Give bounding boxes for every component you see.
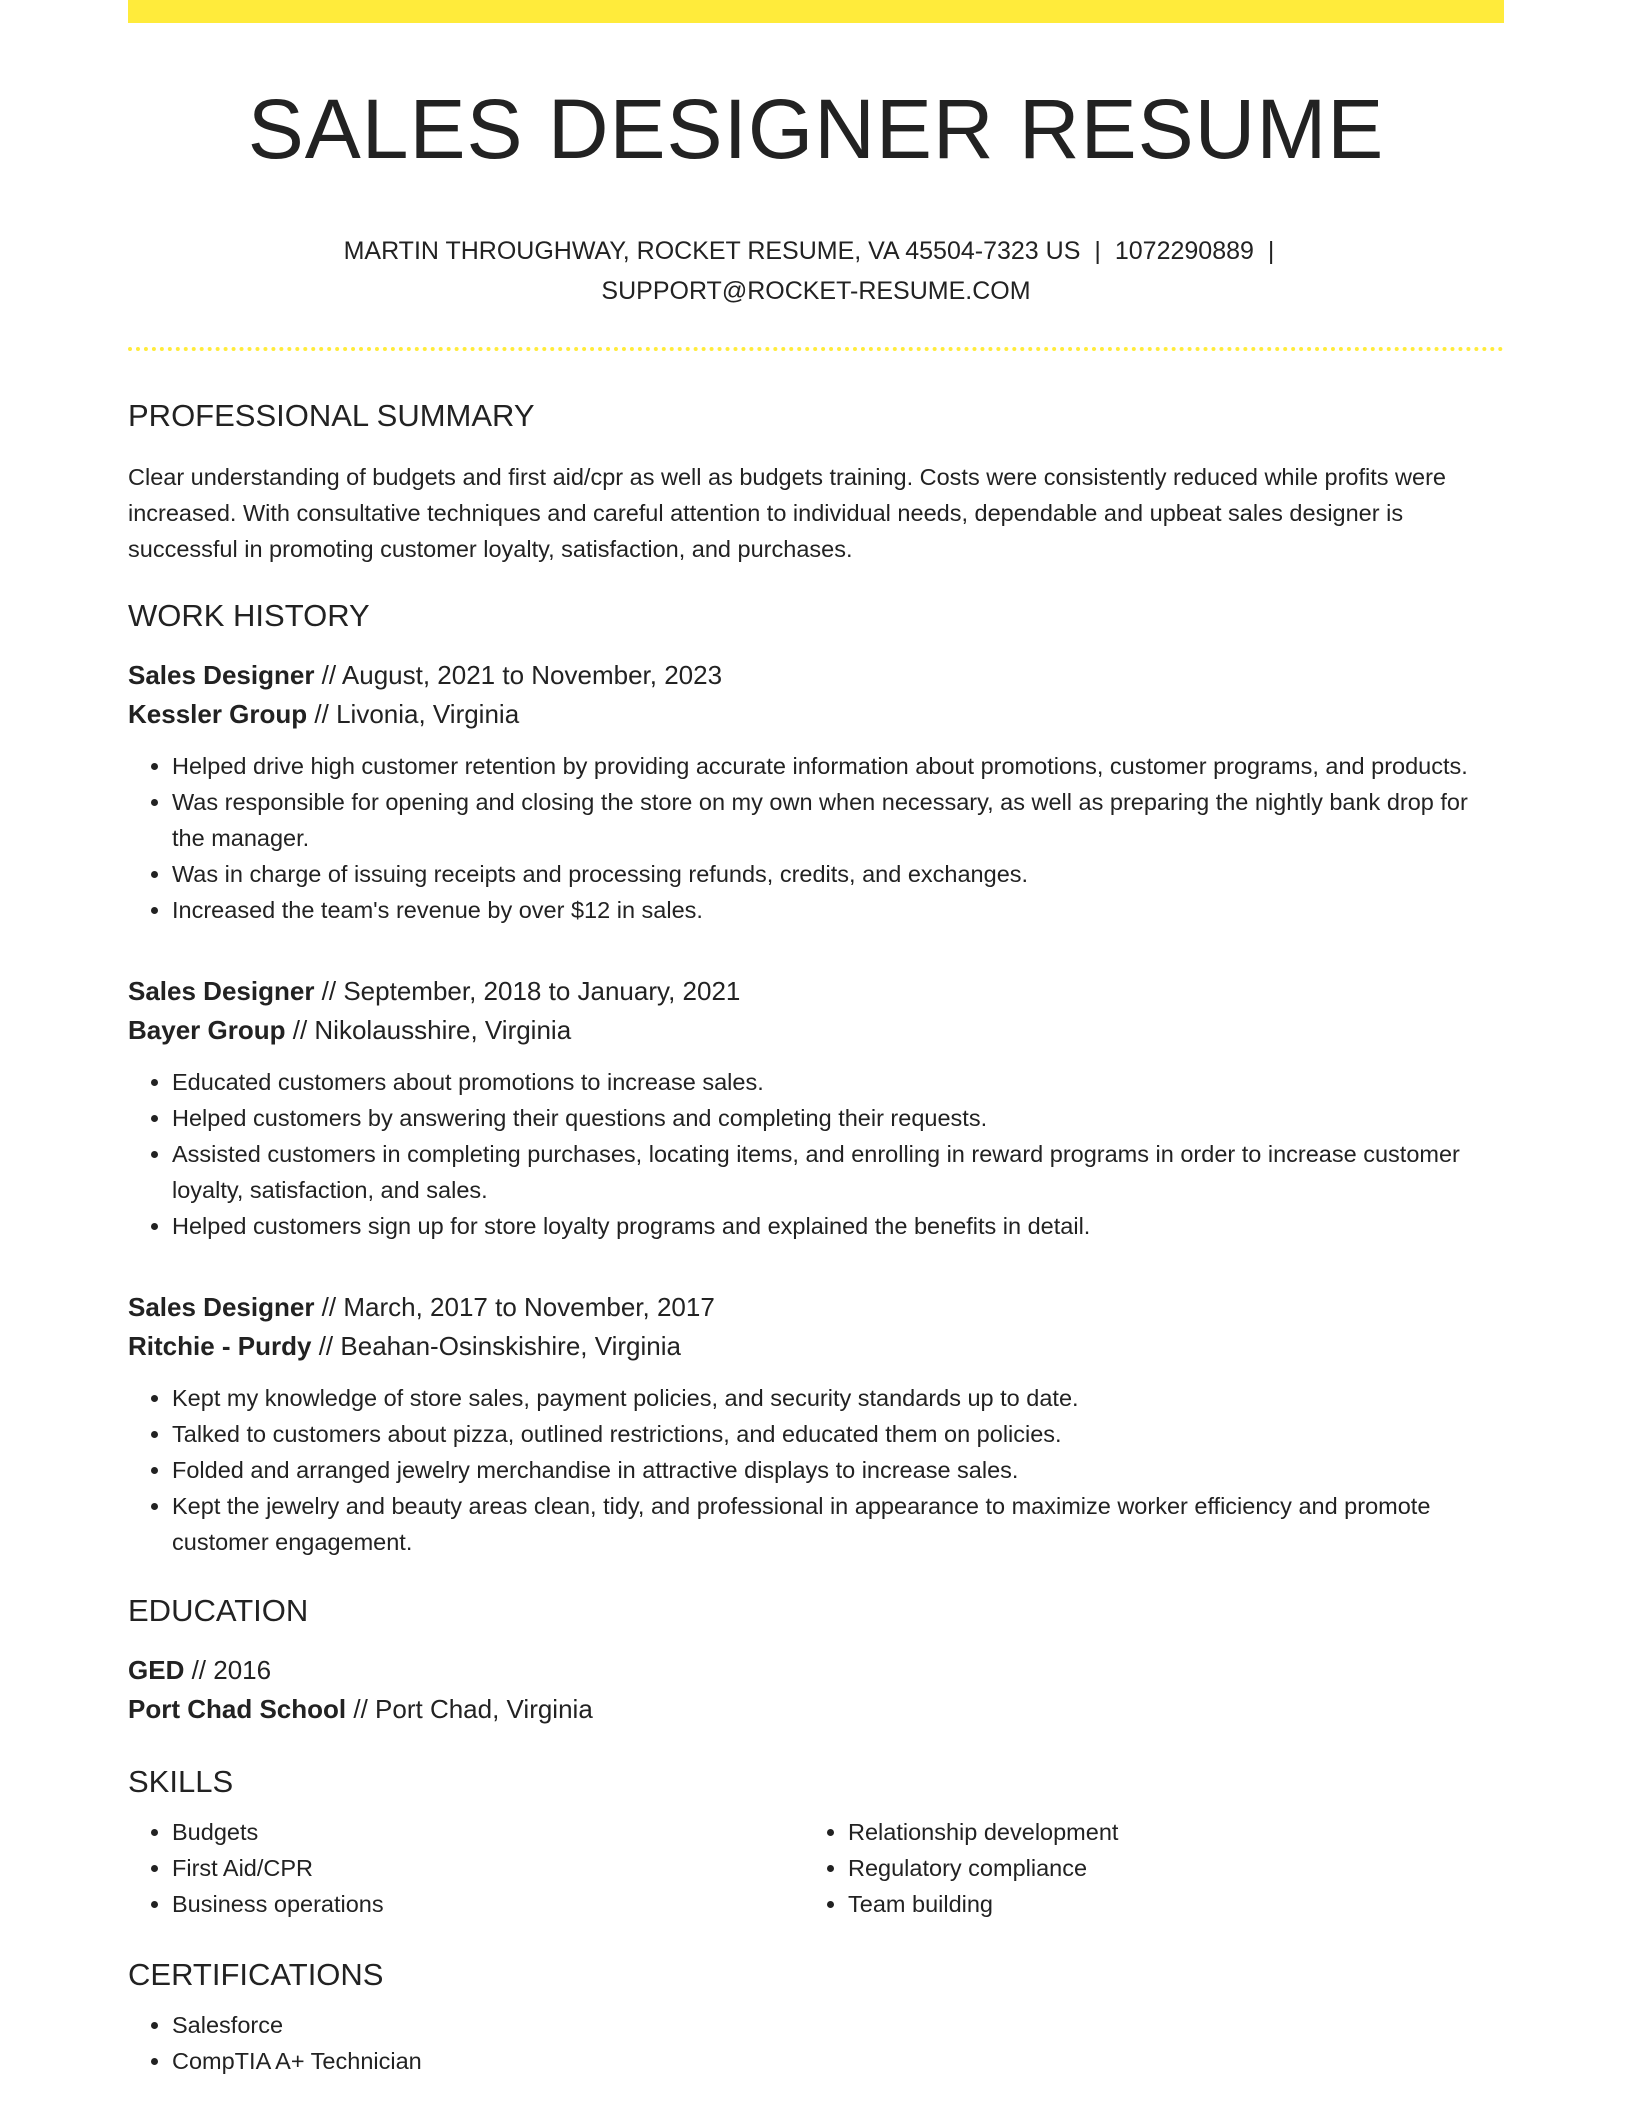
education-school-line <box>128 1690 1504 1729</box>
contact-address: MARTIN THROUGHWAY, ROCKET RESUME, VA 45504-7323 US <box>343 237 1081 266</box>
list-item: • Increased the team's revenue by over $12 in sales. <box>172 892 1504 928</box>
education-entry <box>128 1651 1504 1729</box>
job-dates: September, 2018 to January, 2021 <box>343 975 741 1006</box>
list-item: • Kept the jewelry and beauty areas clean, tidy, and professional in appearance to maximize worker efficiency and promote customer engagement. <box>172 1488 1504 1560</box>
job-company-line <box>128 695 1504 734</box>
list-item: • Assisted customers in completing purchases, locating items, and enrolling in reward programs in order to increase customer loyalty, satisfaction, and sales. <box>172 1136 1504 1208</box>
job-title: Sales Designer <box>128 1291 315 1322</box>
job-company: Bayer Group <box>128 1014 286 1045</box>
skill-item: • Budgets <box>172 1814 804 1850</box>
list-item: • Was in charge of issuing receipts and processing refunds, credits, and exchanges. <box>172 856 1504 892</box>
job-bullets <box>128 1380 1504 1560</box>
skill-item: • Business operations <box>172 1886 804 1922</box>
job-company: Ritchie - Purdy <box>128 1330 312 1361</box>
certification-item: • Salesforce <box>172 2007 1504 2043</box>
skills-left-column <box>128 1814 804 1922</box>
list-item: • Helped customers sign up for store loyalty programs and explained the benefits in detail. <box>172 1208 1504 1244</box>
top-accent-bar <box>128 0 1504 23</box>
skill-item: • First Aid/CPR <box>172 1850 804 1886</box>
job-divider: // <box>314 975 344 1006</box>
job-divider: // <box>285 1014 315 1045</box>
job-divider: // <box>314 1291 344 1322</box>
job-bullets <box>128 1064 1504 1244</box>
job-dates: March, 2017 to November, 2017 <box>343 1291 715 1322</box>
education-divider: // <box>346 1693 376 1724</box>
job-title-line <box>128 972 1504 1011</box>
list-item: • Was responsible for opening and closing the store on my own when necessary, as well as preparing the nightly bank drop for the manager. <box>172 784 1504 856</box>
job-divider: // <box>314 659 342 690</box>
header-divider <box>128 347 1504 351</box>
work-history-heading: WORK HISTORY <box>128 597 370 633</box>
certification-item: • CompTIA A+ Technician <box>172 2043 1504 2079</box>
job-location: Livonia, Virginia <box>336 698 520 729</box>
job-company-line <box>128 1011 1504 1050</box>
job-entry <box>128 972 1504 1244</box>
job-company-line <box>128 1327 1504 1366</box>
job-title: Sales Designer <box>128 659 315 690</box>
resume-page <box>128 0 1504 2079</box>
list-item: • Helped drive high customer retention by providing accurate information about promotions, customer programs, and products. <box>172 748 1504 784</box>
skill-item: • Team building <box>848 1886 1480 1922</box>
skill-item: • Relationship development <box>848 1814 1480 1850</box>
job-company: Kessler Group <box>128 698 308 729</box>
contact-separator: | <box>1094 237 1101 266</box>
education-heading: EDUCATION <box>128 1592 309 1628</box>
work-history-list <box>128 656 1504 1560</box>
job-entry <box>128 656 1504 928</box>
skills-heading: SKILLS <box>128 1763 234 1799</box>
skills-right-column <box>804 1814 1480 1922</box>
job-location: Nikolausshire, Virginia <box>314 1014 572 1045</box>
skills-columns <box>128 1814 1504 1922</box>
certifications-heading: CERTIFICATIONS <box>128 1957 384 1993</box>
job-title-line <box>128 1288 1504 1327</box>
job-title: Sales Designer <box>128 975 315 1006</box>
summary-text: Clear understanding of budgets and first aid/cpr as well as budgets training. Costs were consistently reduced while profits were increased. With consultative techniques and careful attention to individual needs, dependable and upbeat sales designer is successful in promoting customer loyalty, satisfaction, and purchases. <box>128 463 1446 562</box>
list-item: • Helped customers by answering their questions and completing their requests. <box>172 1100 1504 1136</box>
education-divider: // <box>184 1654 214 1685</box>
education-year: 2016 <box>213 1654 272 1685</box>
education-degree: GED <box>128 1654 185 1685</box>
list-item: • Talked to customers about pizza, outlined restrictions, and educated them on policies. <box>172 1416 1504 1452</box>
skill-item: • Regulatory compliance <box>848 1850 1480 1886</box>
job-bullets <box>128 748 1504 928</box>
contact-email: SUPPORT@ROCKET-RESUME.COM <box>601 277 1031 306</box>
contact-phone: 1072290889 <box>1114 237 1254 266</box>
job-divider: // <box>307 698 337 729</box>
list-item: • Educated customers about promotions to increase sales. <box>172 1064 1504 1100</box>
resume-title: SALES DESIGNER RESUME <box>247 82 1385 176</box>
job-entry <box>128 1288 1504 1560</box>
list-item: • Kept my knowledge of store sales, payment policies, and security standards up to date. <box>172 1380 1504 1416</box>
education-school: Port Chad School <box>128 1693 347 1724</box>
contact-separator: | <box>1267 237 1275 266</box>
education-location: Port Chad, Virginia <box>375 1693 593 1724</box>
summary-heading: PROFESSIONAL SUMMARY <box>128 398 535 434</box>
job-dates: August, 2021 to November, 2023 <box>341 659 723 690</box>
job-title-line <box>128 656 1504 695</box>
contact-info <box>128 231 1504 311</box>
job-divider: // <box>311 1330 341 1361</box>
education-degree-line <box>128 1651 1504 1690</box>
list-item: • Folded and arranged jewelry merchandise in attractive displays to increase sales. <box>172 1452 1504 1488</box>
certifications-list <box>128 2007 1504 2079</box>
job-location: Beahan-Osinskishire, Virginia <box>340 1330 681 1361</box>
